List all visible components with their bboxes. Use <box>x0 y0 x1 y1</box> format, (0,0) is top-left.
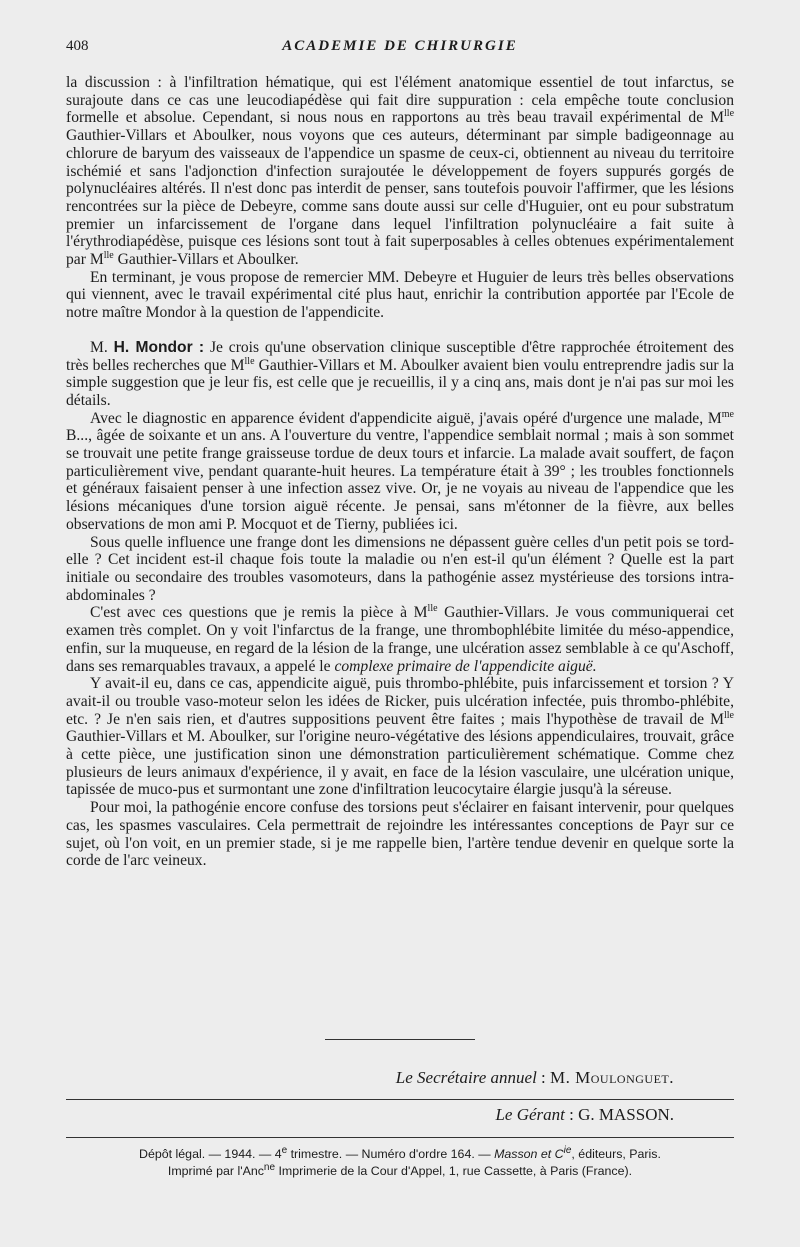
paragraph-4 <box>66 410 734 534</box>
paragraph-2: En terminant, je vous propose de remercier MM. Debeyre et Huguier de leurs très belles observations qui viennent, avec le travail expérimental cité plus haut, enrichir la contribution apportée par l'Ecole de notre maître Mondor à la question de l'appendicite. <box>66 268 734 322</box>
text: Gauthier-Villars et M. Aboulker, sur l'origine neuro-végétative des lésions appendiculaires, trouvait, grâce à cette pièce, une justification sinon une démonstration particulièrement schématique. Comme chez plusieurs de leurs animaux d'expérience, il y avait, en face de la lésion vasculaire, une ulcération unique, tapissée de muco-pus et surmontant une zone d'infiltration leucocytaire élargie jusqu'à la séreuse. <box>66 728 734 799</box>
text: C'est avec ces questions que je remis la pièce à <box>90 604 408 622</box>
text: Y avait-il eu, dans ce cas, appendicite aiguë, puis thrombo-phlébite, puis infarcissement et torsion ? Y avait-il ou trouble vaso-moteur selon les idées de Ricker, puis ulcération infectée, puis thrombo-phlébite, etc. ? Je n'en sais rien, et d'autres suppositions peuvent être faites ; mais l'hypothèse de travail de <box>66 675 734 728</box>
text: Imprimerie de la Cour d'Appel, 1, rue Cassette, à Paris (France). <box>275 1164 633 1178</box>
text: Dépôt légal. — 1944. — 4 <box>139 1147 282 1161</box>
paragraph-7 <box>66 675 734 799</box>
publisher-name: Masson et C <box>494 1147 564 1161</box>
title-abbrev: M <box>707 409 722 427</box>
divider-long <box>66 1137 734 1138</box>
text: Gauthier-Villars et Aboulker, nous voyons que ces auteurs, déterminant par simple badigeonnage au chlorure de baryum des vaisseaux de l'appendice un spasme de ceux-ci, obtiennent au niveau du territoire ischémié et sans l'adjonction d'infection surajoutée le développement de foyers suppurés gorgés de polynucléaires altérés. Il n'est donc pas interdit de penser, sans toutefois pouvoir l'affirmer, que les lésions rencontrées sur la pièce de Debeyre, comme sans doute aussi sur celle d'Huguier, ont eu pour substratum premier un infarcissement de l'organe dans lequel l'infiltration polynucléaire a fait suite à l'érythrodiapédèse, puisque ces lésions sont tout à fait superposables à celles obtenues expérimentalement par <box>66 127 734 269</box>
title-sup: lle <box>103 249 114 261</box>
printer-line <box>66 1163 734 1180</box>
text: , éditeurs, Paris. <box>571 1147 661 1161</box>
page-header <box>66 38 734 60</box>
text: Imprimé par l'Anc <box>167 1164 264 1178</box>
title-sup: lle <box>724 108 735 120</box>
text: M. <box>90 338 114 356</box>
text: Gauthier-Villars et Aboulker. <box>113 251 299 269</box>
title-abbrev: M <box>230 356 245 374</box>
secretary-name: M. Moulonguet. <box>550 1068 674 1087</box>
page-number: 408 <box>66 38 89 54</box>
title-abbrev: M <box>413 604 428 622</box>
paragraph-1 <box>66 74 734 269</box>
paragraph-8: Pour moi, la pathogénie encore confuse des torsions peut s'éclairer en faisant intervenir, pour quelques cas, les spasmes vasculaires. Cela permettrait de rejoindre les intéressantes conceptions de Payr sur ce sujet, où l'on voit, en un premier stade, si je me rappelle bien, l'artère tendue devenir en quelque sorte la corde de l'arc veineux. <box>66 799 734 870</box>
secretary-signature: Le Secrétaire annuel : M. Moulonguet. <box>395 1068 674 1087</box>
speaker-name: H. Mondor : <box>113 338 205 356</box>
article-body <box>66 74 734 870</box>
legal-deposit-line <box>66 1146 734 1163</box>
manager-role: Le Gérant <box>495 1105 565 1124</box>
text: trimestre. — Numéro d'ordre 164. — <box>287 1147 495 1161</box>
divider-long <box>66 1099 734 1100</box>
text: B..., âgée de soixante et un ans. A l'ouverture du ventre, l'appendice semblait normal ; mais à son sommet se trouvait une petite frange graisseuse tordue de deux tours et infarcie. La malade avait souffert, de façon particulièrement vive, pendant quarante-huit heures. La température était à 39° ; les troubles fonctionnels et généraux faisaient penser à une infection assez vive. Or, je ne voyais au niveau de l'appendice que les lésions mécaniques d'une torsion aiguë récente. Je pensai, sans m'étonner de la fièvre, aux belles observations de mon ami P. Mocquot et de Tierny, publiées ici. <box>66 427 734 533</box>
text: Gauthier-Villars et M. Aboulker avaient bien voulu entreprendre jadis sur la simple suggestion que je leur fis, est celle que je recueillis, il y a cinq ans, mais dont je n'ai pas sur moi les détails. <box>66 356 734 409</box>
running-title: ACADEMIE DE CHIRURGIE <box>282 38 518 54</box>
imprint-footer <box>66 1146 734 1180</box>
sup: e <box>281 1144 288 1156</box>
title-sup: lle <box>244 355 255 367</box>
title-abbrev: M <box>710 109 725 127</box>
paragraph-mondor <box>66 339 734 410</box>
secretary-role: Le Secrétaire annuel <box>395 1068 537 1087</box>
sup: ie <box>563 1144 572 1156</box>
sup: ne <box>263 1161 276 1173</box>
title-abbrev: M <box>89 251 104 269</box>
text: Gauthier-Villars. Je vous communiquerai cet examen très complet. On y voit l'infarctus de la frange, une thrombophlébite limitée du méso-appendice, enfin, sur la muqueuse, en regard de la lésion de la frange, une ulcération assez semblable à ce qu'Aschoff, dans ses remarquables travaux, a appelé le <box>66 604 735 675</box>
paragraph-5: Sous quelle influence une frange dont les dimensions ne dépassent guère celles d'un petit pois se tord-elle ? Cet incident est-il chaque fois toute la maladie ou n'en est-il qu'un élément ? Quelle est la part initiale ou secondaire des troubles vasomoteurs, dans la pathogénie assez mystérieuse des torsions intra-abdominales ? <box>66 533 734 604</box>
title-abbrev: M <box>710 710 724 728</box>
text: Avec le diagnostic en apparence évident d'appendicite aiguë, j'avais opéré d'urgence une malade, <box>90 409 704 427</box>
italic-term: complexe primaire de l'appendicite aiguë. <box>334 657 597 675</box>
text: Je crois qu'une observation clinique susceptible d'être rapprochée étroitement des très belles recherches que <box>66 338 734 374</box>
manager-signature: Le Gérant : G. MASSON. <box>495 1105 674 1124</box>
manager-name: G. MASSON. <box>578 1105 674 1124</box>
paragraph-6 <box>66 604 734 675</box>
title-sup: me <box>721 408 734 420</box>
title-sup: lle <box>723 709 734 721</box>
text: la discussion : à l'infiltration hématique, qui est l'élément anatomique essentiel de tout infarctus, se surajoute dans ce cas une leucodiapédèse qui fait dire suppuration : cela empêche toute conclusion formelle et absolue. Cependant, si nous nous en rapportons au très beau travail expérimental de <box>66 74 734 127</box>
title-sup: lle <box>427 603 438 615</box>
divider-short <box>325 1039 475 1040</box>
